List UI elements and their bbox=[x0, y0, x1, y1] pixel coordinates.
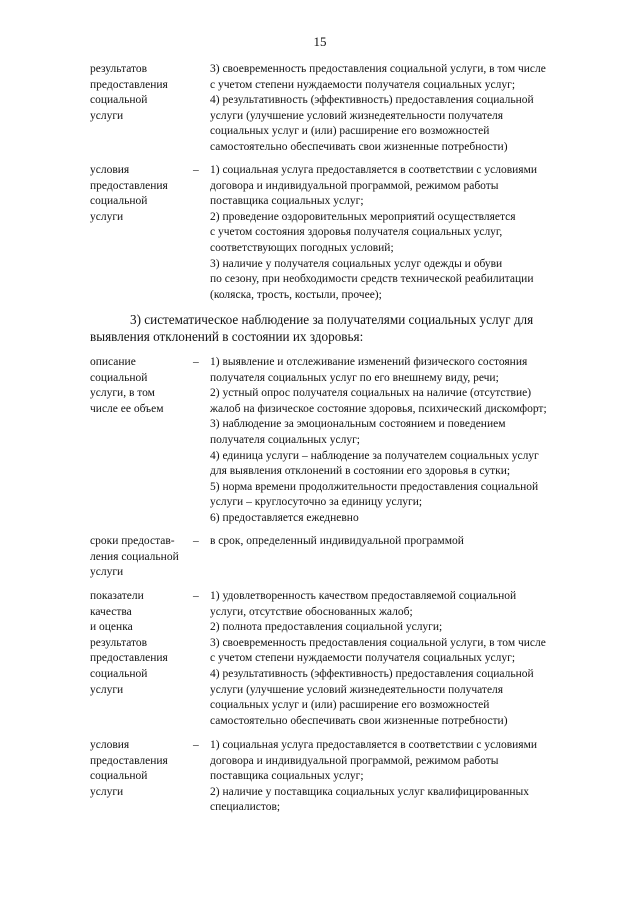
text-line: с учетом степени нуждаемости получателя социальных услуг; bbox=[210, 652, 516, 665]
text-line: специалистов; bbox=[210, 801, 281, 814]
text-line: 5) норма времени продолжительности предоставления социальной bbox=[210, 480, 539, 493]
text-line: с учетом состояния здоровья получателя социальных услуг, bbox=[210, 226, 503, 239]
text-line: услуги (улучшение условий жизнедеятельности получателя bbox=[210, 109, 504, 122]
section-label: условия предоставления социальной услуги bbox=[90, 739, 168, 798]
text-line: 4) результативность (эффективность) предоставления социальной bbox=[210, 94, 534, 107]
text-line: социальных услуг и (или) расширение его возможностей bbox=[210, 699, 490, 712]
section-text bbox=[210, 738, 610, 816]
section-label: показатели качества и оценка результатов предоставления социальной услуги bbox=[90, 590, 168, 696]
section-text bbox=[210, 534, 610, 550]
section-dash: – bbox=[193, 739, 199, 751]
text-line: 1) выявление и отслеживание изменений физического состояния bbox=[210, 356, 528, 368]
heading-line: выявления отклонений в состоянии их здоровья: bbox=[90, 329, 364, 344]
text-line: 6) предоставляется ежедневно bbox=[210, 511, 359, 524]
text-line: 3) наличие у получателя социальных услуг одежды и обуви bbox=[210, 257, 503, 270]
subsection-heading bbox=[90, 311, 610, 345]
text-line: услуги – круглосуточно за единицу услуги; bbox=[210, 496, 423, 509]
text-line: получателя социальных услуг; bbox=[210, 433, 360, 446]
text-line: самостоятельно обеспечивать свои жизненные потребности) bbox=[210, 714, 508, 727]
text-line: 3) своевременность предоставления социальной услуги, в том числе bbox=[210, 636, 546, 649]
section-label: результатов предоставления социальной услуги bbox=[90, 63, 168, 122]
section-text bbox=[210, 163, 610, 303]
text-line: 1) удовлетворенность качеством предоставляемой социальной bbox=[210, 590, 517, 602]
text-line: самостоятельно обеспечивать свои жизненные потребности) bbox=[210, 140, 508, 153]
text-line: услуги, отсутствие обоснованных жалоб; bbox=[210, 605, 413, 618]
text-line: в срок, определенный индивидуальной программой bbox=[210, 535, 464, 547]
text-line: 4) результативность (эффективность) предоставления социальной bbox=[210, 667, 534, 680]
section-dash: – bbox=[193, 590, 199, 602]
text-line: поставщика социальных услуг; bbox=[210, 195, 364, 208]
text-line: с учетом степени нуждаемости получателя социальных услуг; bbox=[210, 78, 516, 91]
text-line: 2) полнота предоставления социальной услуги; bbox=[210, 621, 443, 634]
text-line: услуги (улучшение условий жизнедеятельности получателя bbox=[210, 683, 504, 696]
text-line: 3) своевременность предоставления социальной услуги, в том числе bbox=[210, 63, 546, 75]
section-text bbox=[210, 62, 610, 156]
page-number: 15 bbox=[313, 34, 327, 49]
text-line: договора и индивидуальной программой, режимом работы bbox=[210, 754, 499, 767]
text-line: социальных услуг и (или) расширение его возможностей bbox=[210, 125, 490, 138]
text-line: 4) единица услуги – наблюдение за получателем социальных услуг bbox=[210, 449, 539, 462]
section-text bbox=[210, 589, 610, 729]
section-label: условия предоставления социальной услуги bbox=[90, 164, 168, 223]
text-line: поставщика социальных услуг; bbox=[210, 770, 364, 783]
text-line: 1) социальная услуга предоставляется в соответствии с условиями bbox=[210, 739, 538, 751]
text-line: 1) социальная услуга предоставляется в соответствии с условиями bbox=[210, 164, 538, 176]
text-line: (коляска, трость, костыли, прочее); bbox=[210, 288, 382, 301]
text-line: соответствующих погодных условий; bbox=[210, 241, 394, 254]
text-line: договора и индивидуальной программой, режимом работы bbox=[210, 179, 499, 192]
text-line: получателя социальных услуг по его внешнему виду, речи; bbox=[210, 371, 499, 384]
text-line: 2) проведение оздоровительных мероприятий осуществляется bbox=[210, 210, 516, 223]
section-dash: – bbox=[193, 356, 199, 368]
text-line: по сезону, при необходимости средств технической реабилитации bbox=[210, 273, 534, 286]
section-dash: – bbox=[193, 535, 199, 547]
section-text bbox=[210, 355, 610, 527]
section-label: описание социальной услуги, в том числе ее объем bbox=[90, 356, 164, 415]
text-line: 2) наличие у поставщика социальных услуг квалифицированных bbox=[210, 785, 529, 798]
text-line: жалоб на физическое состояние здоровья, психический дискомфорт; bbox=[210, 402, 547, 415]
text-line: 2) устный опрос получателя социальных на наличие (отсутствие) bbox=[210, 387, 532, 400]
heading-line: 3) систематическое наблюдение за получателями социальных услуг для bbox=[130, 312, 534, 327]
text-line: 3) наблюдение за эмоциональным состоянием и поведением bbox=[210, 418, 506, 431]
section-label: сроки предостав- ления социальной услуги bbox=[90, 535, 179, 579]
section-dash: – bbox=[193, 164, 199, 176]
text-line: для выявления отклонений в состоянии его здоровья в сутки; bbox=[210, 465, 511, 478]
